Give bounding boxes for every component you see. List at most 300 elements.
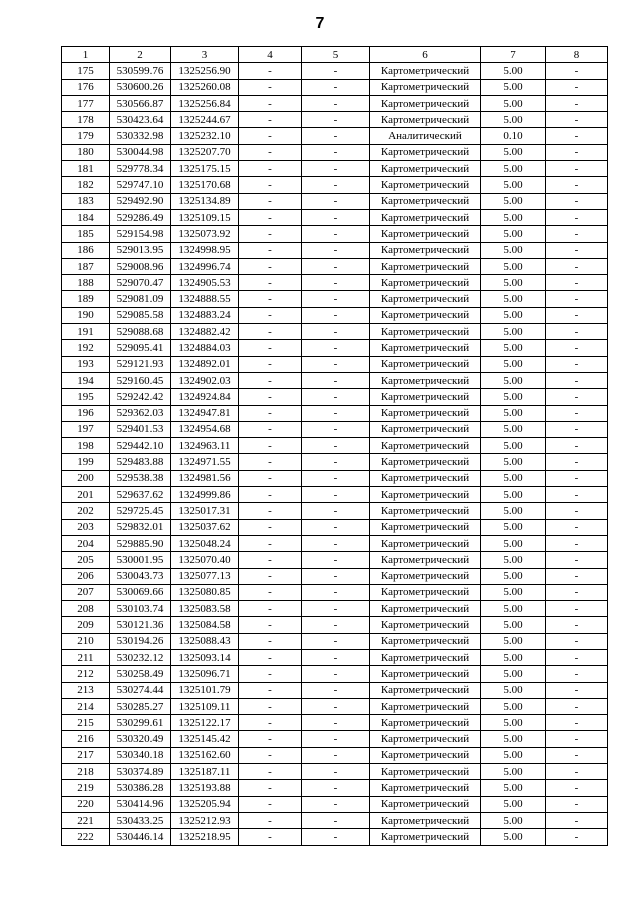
col-5-value-cell: - [302, 780, 370, 796]
method-cell: Картометрический [370, 405, 481, 421]
col-5-value-cell: - [302, 324, 370, 340]
col-8-value-cell: - [546, 568, 608, 584]
col-8-value-cell: - [546, 633, 608, 649]
accuracy-cell: 5.00 [481, 617, 546, 633]
col-8-value-cell: - [546, 275, 608, 291]
y-coordinate-cell: 1325037.62 [171, 519, 239, 535]
y-coordinate-cell: 1325256.84 [171, 95, 239, 111]
table-row [62, 780, 608, 796]
column-header-6: 6 [370, 47, 481, 63]
point-number-cell: 188 [62, 275, 110, 291]
table-row [62, 796, 608, 812]
col-4-value-cell: - [239, 258, 302, 274]
point-number-cell: 209 [62, 617, 110, 633]
table-row [62, 226, 608, 242]
table-row [62, 470, 608, 486]
table-row [62, 829, 608, 845]
col-8-value-cell: - [546, 552, 608, 568]
col-8-value-cell: - [546, 389, 608, 405]
col-5-value-cell: - [302, 503, 370, 519]
y-coordinate-cell: 1324883.24 [171, 307, 239, 323]
method-cell: Картометрический [370, 161, 481, 177]
y-coordinate-cell: 1325244.67 [171, 112, 239, 128]
accuracy-cell: 5.00 [481, 209, 546, 225]
y-coordinate-cell: 1325109.11 [171, 698, 239, 714]
method-cell: Картометрический [370, 226, 481, 242]
point-number-cell: 190 [62, 307, 110, 323]
col-8-value-cell: - [546, 177, 608, 193]
accuracy-cell: 5.00 [481, 568, 546, 584]
accuracy-cell: 5.00 [481, 649, 546, 665]
col-4-value-cell: - [239, 535, 302, 551]
table-body [62, 63, 608, 845]
point-number-cell: 196 [62, 405, 110, 421]
x-coordinate-cell: 530340.18 [110, 747, 171, 763]
col-8-value-cell: - [546, 144, 608, 160]
col-5-value-cell: - [302, 584, 370, 600]
method-cell: Картометрический [370, 829, 481, 845]
col-5-value-cell: - [302, 601, 370, 617]
x-coordinate-cell: 529088.68 [110, 324, 171, 340]
y-coordinate-cell: 1325218.95 [171, 829, 239, 845]
col-8-value-cell: - [546, 193, 608, 209]
col-4-value-cell: - [239, 161, 302, 177]
accuracy-cell: 5.00 [481, 487, 546, 503]
accuracy-cell: 5.00 [481, 95, 546, 111]
table-row [62, 715, 608, 731]
y-coordinate-cell: 1325088.43 [171, 633, 239, 649]
table-row [62, 698, 608, 714]
x-coordinate-cell: 530566.87 [110, 95, 171, 111]
col-8-value-cell: - [546, 715, 608, 731]
point-number-cell: 214 [62, 698, 110, 714]
col-5-value-cell: - [302, 258, 370, 274]
col-4-value-cell: - [239, 405, 302, 421]
col-4-value-cell: - [239, 633, 302, 649]
point-number-cell: 177 [62, 95, 110, 111]
accuracy-cell: 5.00 [481, 193, 546, 209]
table-header-row [62, 47, 608, 63]
col-5-value-cell: - [302, 144, 370, 160]
y-coordinate-cell: 1324924.84 [171, 389, 239, 405]
method-cell: Картометрический [370, 682, 481, 698]
col-4-value-cell: - [239, 193, 302, 209]
col-4-value-cell: - [239, 372, 302, 388]
col-4-value-cell: - [239, 764, 302, 780]
accuracy-cell: 5.00 [481, 307, 546, 323]
point-number-cell: 186 [62, 242, 110, 258]
col-4-value-cell: - [239, 356, 302, 372]
table-row [62, 503, 608, 519]
x-coordinate-cell: 529013.95 [110, 242, 171, 258]
point-number-cell: 175 [62, 63, 110, 79]
col-4-value-cell: - [239, 144, 302, 160]
col-8-value-cell: - [546, 584, 608, 600]
accuracy-cell: 5.00 [481, 144, 546, 160]
x-coordinate-cell: 530600.26 [110, 79, 171, 95]
table-row [62, 601, 608, 617]
y-coordinate-cell: 1325187.11 [171, 764, 239, 780]
col-4-value-cell: - [239, 275, 302, 291]
accuracy-cell: 5.00 [481, 63, 546, 79]
col-8-value-cell: - [546, 796, 608, 812]
col-5-value-cell: - [302, 764, 370, 780]
col-8-value-cell: - [546, 79, 608, 95]
accuracy-cell: 5.00 [481, 258, 546, 274]
table-row [62, 193, 608, 209]
y-coordinate-cell: 1325093.14 [171, 649, 239, 665]
col-4-value-cell: - [239, 324, 302, 340]
accuracy-cell: 5.00 [481, 161, 546, 177]
col-8-value-cell: - [546, 63, 608, 79]
accuracy-cell: 5.00 [481, 79, 546, 95]
accuracy-cell: 5.00 [481, 535, 546, 551]
col-4-value-cell: - [239, 112, 302, 128]
point-number-cell: 222 [62, 829, 110, 845]
col-8-value-cell: - [546, 780, 608, 796]
y-coordinate-cell: 1325193.88 [171, 780, 239, 796]
col-8-value-cell: - [546, 112, 608, 128]
table-row [62, 291, 608, 307]
table-row [62, 764, 608, 780]
table-row [62, 617, 608, 633]
point-number-cell: 219 [62, 780, 110, 796]
col-8-value-cell: - [546, 372, 608, 388]
col-5-value-cell: - [302, 177, 370, 193]
accuracy-cell: 5.00 [481, 552, 546, 568]
accuracy-cell: 5.00 [481, 682, 546, 698]
point-number-cell: 198 [62, 438, 110, 454]
col-5-value-cell: - [302, 307, 370, 323]
x-coordinate-cell: 530285.27 [110, 698, 171, 714]
point-number-cell: 187 [62, 258, 110, 274]
table-row [62, 584, 608, 600]
method-cell: Картометрический [370, 715, 481, 731]
col-8-value-cell: - [546, 666, 608, 682]
col-8-value-cell: - [546, 242, 608, 258]
x-coordinate-cell: 529121.93 [110, 356, 171, 372]
accuracy-cell: 5.00 [481, 601, 546, 617]
x-coordinate-cell: 529538.38 [110, 470, 171, 486]
y-coordinate-cell: 1324947.81 [171, 405, 239, 421]
y-coordinate-cell: 1325084.58 [171, 617, 239, 633]
col-4-value-cell: - [239, 601, 302, 617]
x-coordinate-cell: 530121.36 [110, 617, 171, 633]
table-row [62, 128, 608, 144]
col-4-value-cell: - [239, 715, 302, 731]
point-number-cell: 189 [62, 291, 110, 307]
col-4-value-cell: - [239, 421, 302, 437]
accuracy-cell: 5.00 [481, 177, 546, 193]
col-5-value-cell: - [302, 340, 370, 356]
method-cell: Картометрический [370, 144, 481, 160]
accuracy-cell: 5.00 [481, 731, 546, 747]
col-8-value-cell: - [546, 503, 608, 519]
coordinates-table [61, 46, 608, 846]
x-coordinate-cell: 530232.12 [110, 649, 171, 665]
x-coordinate-cell: 530044.98 [110, 144, 171, 160]
col-4-value-cell: - [239, 63, 302, 79]
method-cell: Картометрический [370, 389, 481, 405]
y-coordinate-cell: 1325175.15 [171, 161, 239, 177]
method-cell: Картометрический [370, 780, 481, 796]
method-cell: Картометрический [370, 209, 481, 225]
method-cell: Картометрический [370, 242, 481, 258]
method-cell: Картометрический [370, 291, 481, 307]
y-coordinate-cell: 1325080.85 [171, 584, 239, 600]
y-coordinate-cell: 1325232.10 [171, 128, 239, 144]
column-header-8: 8 [546, 47, 608, 63]
y-coordinate-cell: 1324971.55 [171, 454, 239, 470]
y-coordinate-cell: 1324902.03 [171, 372, 239, 388]
point-number-cell: 202 [62, 503, 110, 519]
table-row [62, 275, 608, 291]
y-coordinate-cell: 1324892.01 [171, 356, 239, 372]
col-4-value-cell: - [239, 389, 302, 405]
col-5-value-cell: - [302, 63, 370, 79]
col-5-value-cell: - [302, 372, 370, 388]
point-number-cell: 203 [62, 519, 110, 535]
col-5-value-cell: - [302, 161, 370, 177]
x-coordinate-cell: 529483.88 [110, 454, 171, 470]
y-coordinate-cell: 1325109.15 [171, 209, 239, 225]
point-number-cell: 218 [62, 764, 110, 780]
x-coordinate-cell: 530599.76 [110, 63, 171, 79]
method-cell: Картометрический [370, 698, 481, 714]
col-5-value-cell: - [302, 535, 370, 551]
method-cell: Картометрический [370, 340, 481, 356]
x-coordinate-cell: 530386.28 [110, 780, 171, 796]
point-number-cell: 207 [62, 584, 110, 600]
col-5-value-cell: - [302, 682, 370, 698]
accuracy-cell: 5.00 [481, 372, 546, 388]
x-coordinate-cell: 530069.66 [110, 584, 171, 600]
method-cell: Картометрический [370, 372, 481, 388]
col-5-value-cell: - [302, 112, 370, 128]
accuracy-cell: 5.00 [481, 454, 546, 470]
column-header-1: 1 [62, 47, 110, 63]
method-cell: Картометрический [370, 112, 481, 128]
col-8-value-cell: - [546, 812, 608, 828]
point-number-cell: 181 [62, 161, 110, 177]
x-coordinate-cell: 529401.53 [110, 421, 171, 437]
col-4-value-cell: - [239, 487, 302, 503]
method-cell: Картометрический [370, 324, 481, 340]
method-cell: Картометрический [370, 601, 481, 617]
x-coordinate-cell: 530001.95 [110, 552, 171, 568]
y-coordinate-cell: 1324882.42 [171, 324, 239, 340]
method-cell: Картометрический [370, 519, 481, 535]
table-row [62, 307, 608, 323]
col-8-value-cell: - [546, 324, 608, 340]
col-8-value-cell: - [546, 291, 608, 307]
accuracy-cell: 5.00 [481, 421, 546, 437]
y-coordinate-cell: 1324954.68 [171, 421, 239, 437]
col-5-value-cell: - [302, 389, 370, 405]
method-cell: Картометрический [370, 633, 481, 649]
col-8-value-cell: - [546, 747, 608, 763]
accuracy-cell: 5.00 [481, 389, 546, 405]
col-4-value-cell: - [239, 568, 302, 584]
x-coordinate-cell: 529725.45 [110, 503, 171, 519]
table-row [62, 519, 608, 535]
col-5-value-cell: - [302, 275, 370, 291]
col-8-value-cell: - [546, 95, 608, 111]
col-4-value-cell: - [239, 698, 302, 714]
table-row [62, 177, 608, 193]
method-cell: Картометрический [370, 649, 481, 665]
method-cell: Картометрический [370, 747, 481, 763]
col-5-value-cell: - [302, 209, 370, 225]
x-coordinate-cell: 529442.10 [110, 438, 171, 454]
col-5-value-cell: - [302, 438, 370, 454]
col-5-value-cell: - [302, 666, 370, 682]
accuracy-cell: 5.00 [481, 519, 546, 535]
point-number-cell: 182 [62, 177, 110, 193]
col-8-value-cell: - [546, 454, 608, 470]
table-row [62, 438, 608, 454]
x-coordinate-cell: 530299.61 [110, 715, 171, 731]
point-number-cell: 205 [62, 552, 110, 568]
col-8-value-cell: - [546, 731, 608, 747]
table-row [62, 568, 608, 584]
accuracy-cell: 5.00 [481, 715, 546, 731]
col-4-value-cell: - [239, 796, 302, 812]
y-coordinate-cell: 1325017.31 [171, 503, 239, 519]
y-coordinate-cell: 1325260.08 [171, 79, 239, 95]
table-row [62, 258, 608, 274]
col-5-value-cell: - [302, 226, 370, 242]
table-row [62, 372, 608, 388]
x-coordinate-cell: 530043.73 [110, 568, 171, 584]
col-5-value-cell: - [302, 193, 370, 209]
col-5-value-cell: - [302, 421, 370, 437]
x-coordinate-cell: 529081.09 [110, 291, 171, 307]
y-coordinate-cell: 1324888.55 [171, 291, 239, 307]
col-4-value-cell: - [239, 617, 302, 633]
method-cell: Картометрический [370, 438, 481, 454]
method-cell: Картометрический [370, 95, 481, 111]
accuracy-cell: 5.00 [481, 242, 546, 258]
col-4-value-cell: - [239, 454, 302, 470]
y-coordinate-cell: 1325083.58 [171, 601, 239, 617]
col-4-value-cell: - [239, 747, 302, 763]
point-number-cell: 178 [62, 112, 110, 128]
point-number-cell: 193 [62, 356, 110, 372]
x-coordinate-cell: 530446.14 [110, 829, 171, 845]
point-number-cell: 192 [62, 340, 110, 356]
table-row [62, 682, 608, 698]
col-4-value-cell: - [239, 79, 302, 95]
col-8-value-cell: - [546, 535, 608, 551]
method-cell: Картометрический [370, 63, 481, 79]
col-5-value-cell: - [302, 731, 370, 747]
x-coordinate-cell: 530320.49 [110, 731, 171, 747]
x-coordinate-cell: 529242.42 [110, 389, 171, 405]
method-cell: Картометрический [370, 487, 481, 503]
col-8-value-cell: - [546, 470, 608, 486]
method-cell: Картометрический [370, 258, 481, 274]
col-8-value-cell: - [546, 258, 608, 274]
x-coordinate-cell: 529778.34 [110, 161, 171, 177]
point-number-cell: 208 [62, 601, 110, 617]
accuracy-cell: 5.00 [481, 275, 546, 291]
accuracy-cell: 5.00 [481, 291, 546, 307]
table-row [62, 340, 608, 356]
x-coordinate-cell: 529832.01 [110, 519, 171, 535]
method-cell: Картометрический [370, 193, 481, 209]
col-5-value-cell: - [302, 405, 370, 421]
col-4-value-cell: - [239, 438, 302, 454]
accuracy-cell: 5.00 [481, 470, 546, 486]
col-4-value-cell: - [239, 519, 302, 535]
col-8-value-cell: - [546, 764, 608, 780]
col-5-value-cell: - [302, 747, 370, 763]
table-row [62, 633, 608, 649]
point-number-cell: 213 [62, 682, 110, 698]
point-number-cell: 215 [62, 715, 110, 731]
table-row [62, 812, 608, 828]
y-coordinate-cell: 1324884.03 [171, 340, 239, 356]
table-row [62, 552, 608, 568]
accuracy-cell: 5.00 [481, 340, 546, 356]
col-8-value-cell: - [546, 617, 608, 633]
column-header-5: 5 [302, 47, 370, 63]
col-4-value-cell: - [239, 209, 302, 225]
x-coordinate-cell: 530332.98 [110, 128, 171, 144]
y-coordinate-cell: 1325170.68 [171, 177, 239, 193]
col-8-value-cell: - [546, 226, 608, 242]
point-number-cell: 212 [62, 666, 110, 682]
table-row [62, 63, 608, 79]
y-coordinate-cell: 1325162.60 [171, 747, 239, 763]
accuracy-cell: 5.00 [481, 584, 546, 600]
col-8-value-cell: - [546, 682, 608, 698]
point-number-cell: 210 [62, 633, 110, 649]
col-8-value-cell: - [546, 128, 608, 144]
table-row [62, 209, 608, 225]
col-4-value-cell: - [239, 340, 302, 356]
x-coordinate-cell: 530423.64 [110, 112, 171, 128]
point-number-cell: 184 [62, 209, 110, 225]
accuracy-cell: 5.00 [481, 812, 546, 828]
x-coordinate-cell: 529095.41 [110, 340, 171, 356]
method-cell: Картометрический [370, 454, 481, 470]
x-coordinate-cell: 529070.47 [110, 275, 171, 291]
accuracy-cell: 5.00 [481, 780, 546, 796]
col-5-value-cell: - [302, 356, 370, 372]
table-row [62, 666, 608, 682]
x-coordinate-cell: 530194.26 [110, 633, 171, 649]
accuracy-cell: 5.00 [481, 633, 546, 649]
method-cell: Картометрический [370, 731, 481, 747]
point-number-cell: 221 [62, 812, 110, 828]
x-coordinate-cell: 530103.74 [110, 601, 171, 617]
x-coordinate-cell: 530258.49 [110, 666, 171, 682]
col-5-value-cell: - [302, 95, 370, 111]
table-row [62, 405, 608, 421]
col-8-value-cell: - [546, 487, 608, 503]
y-coordinate-cell: 1324905.53 [171, 275, 239, 291]
y-coordinate-cell: 1325134.89 [171, 193, 239, 209]
point-number-cell: 195 [62, 389, 110, 405]
col-8-value-cell: - [546, 340, 608, 356]
column-header-4: 4 [239, 47, 302, 63]
x-coordinate-cell: 529637.62 [110, 487, 171, 503]
col-8-value-cell: - [546, 421, 608, 437]
col-5-value-cell: - [302, 698, 370, 714]
col-5-value-cell: - [302, 552, 370, 568]
